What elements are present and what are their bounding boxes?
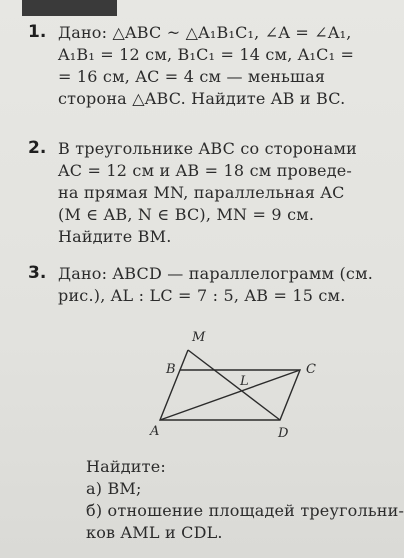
problem-number: 3. xyxy=(28,263,47,283)
problem-text-line: (M ∈ AB, N ∈ BC), MN = 9 см. xyxy=(58,205,315,224)
problem-text-line: A₁B₁ = 12 см, B₁C₁ = 14 см, A₁C₁ = xyxy=(58,45,355,64)
find-item: а) BM; xyxy=(86,479,142,498)
problem-text-line: = 16 см, AC = 4 см — меньшая xyxy=(58,67,326,86)
problem-text-line: на прямая MN, параллельная AC xyxy=(58,183,345,202)
problem-text-line: сторона △ABC. Найдите AB и BC. xyxy=(58,89,346,108)
segment-bm xyxy=(180,350,188,370)
point-label-d: D xyxy=(278,426,289,441)
find-item: ков AML и CDL. xyxy=(86,523,223,542)
problem-number: 2. xyxy=(28,138,47,158)
problem-text-line: AC = 12 см и AB = 18 см проведе- xyxy=(58,161,353,180)
point-label-c: C xyxy=(306,362,316,377)
problem-text-line: Дано: △ABC ~ △A₁B₁C₁, ∠A = ∠A₁, xyxy=(58,23,352,42)
problem-text-line: Найдите BM. xyxy=(58,227,172,246)
point-label-m: M xyxy=(192,330,206,345)
segment-md xyxy=(188,350,280,420)
diagonal-ac xyxy=(160,370,300,420)
problem-3 xyxy=(28,263,394,307)
parallelogram-diagram xyxy=(140,325,340,445)
point-label-a: A xyxy=(150,424,160,439)
problem-1 xyxy=(28,22,394,110)
problem-number: 1. xyxy=(28,22,47,42)
point-label-b: B xyxy=(166,362,176,377)
find-section xyxy=(86,456,404,544)
parallelogram-figure xyxy=(140,325,340,445)
point-label-l: L xyxy=(240,374,249,389)
problem-text-line: Дано: ABCD — параллелограмм (см. xyxy=(58,264,374,283)
page-tab-marker xyxy=(22,0,117,16)
find-item: б) отношение площадей треугольни- xyxy=(86,501,404,520)
find-title: Найдите: xyxy=(86,457,166,476)
problem-2 xyxy=(28,138,394,248)
problem-text-line: рис.), AL : LC = 7 : 5, AB = 15 см. xyxy=(58,286,346,305)
problem-text-line: В треугольнике ABC со сторонами xyxy=(58,139,358,158)
